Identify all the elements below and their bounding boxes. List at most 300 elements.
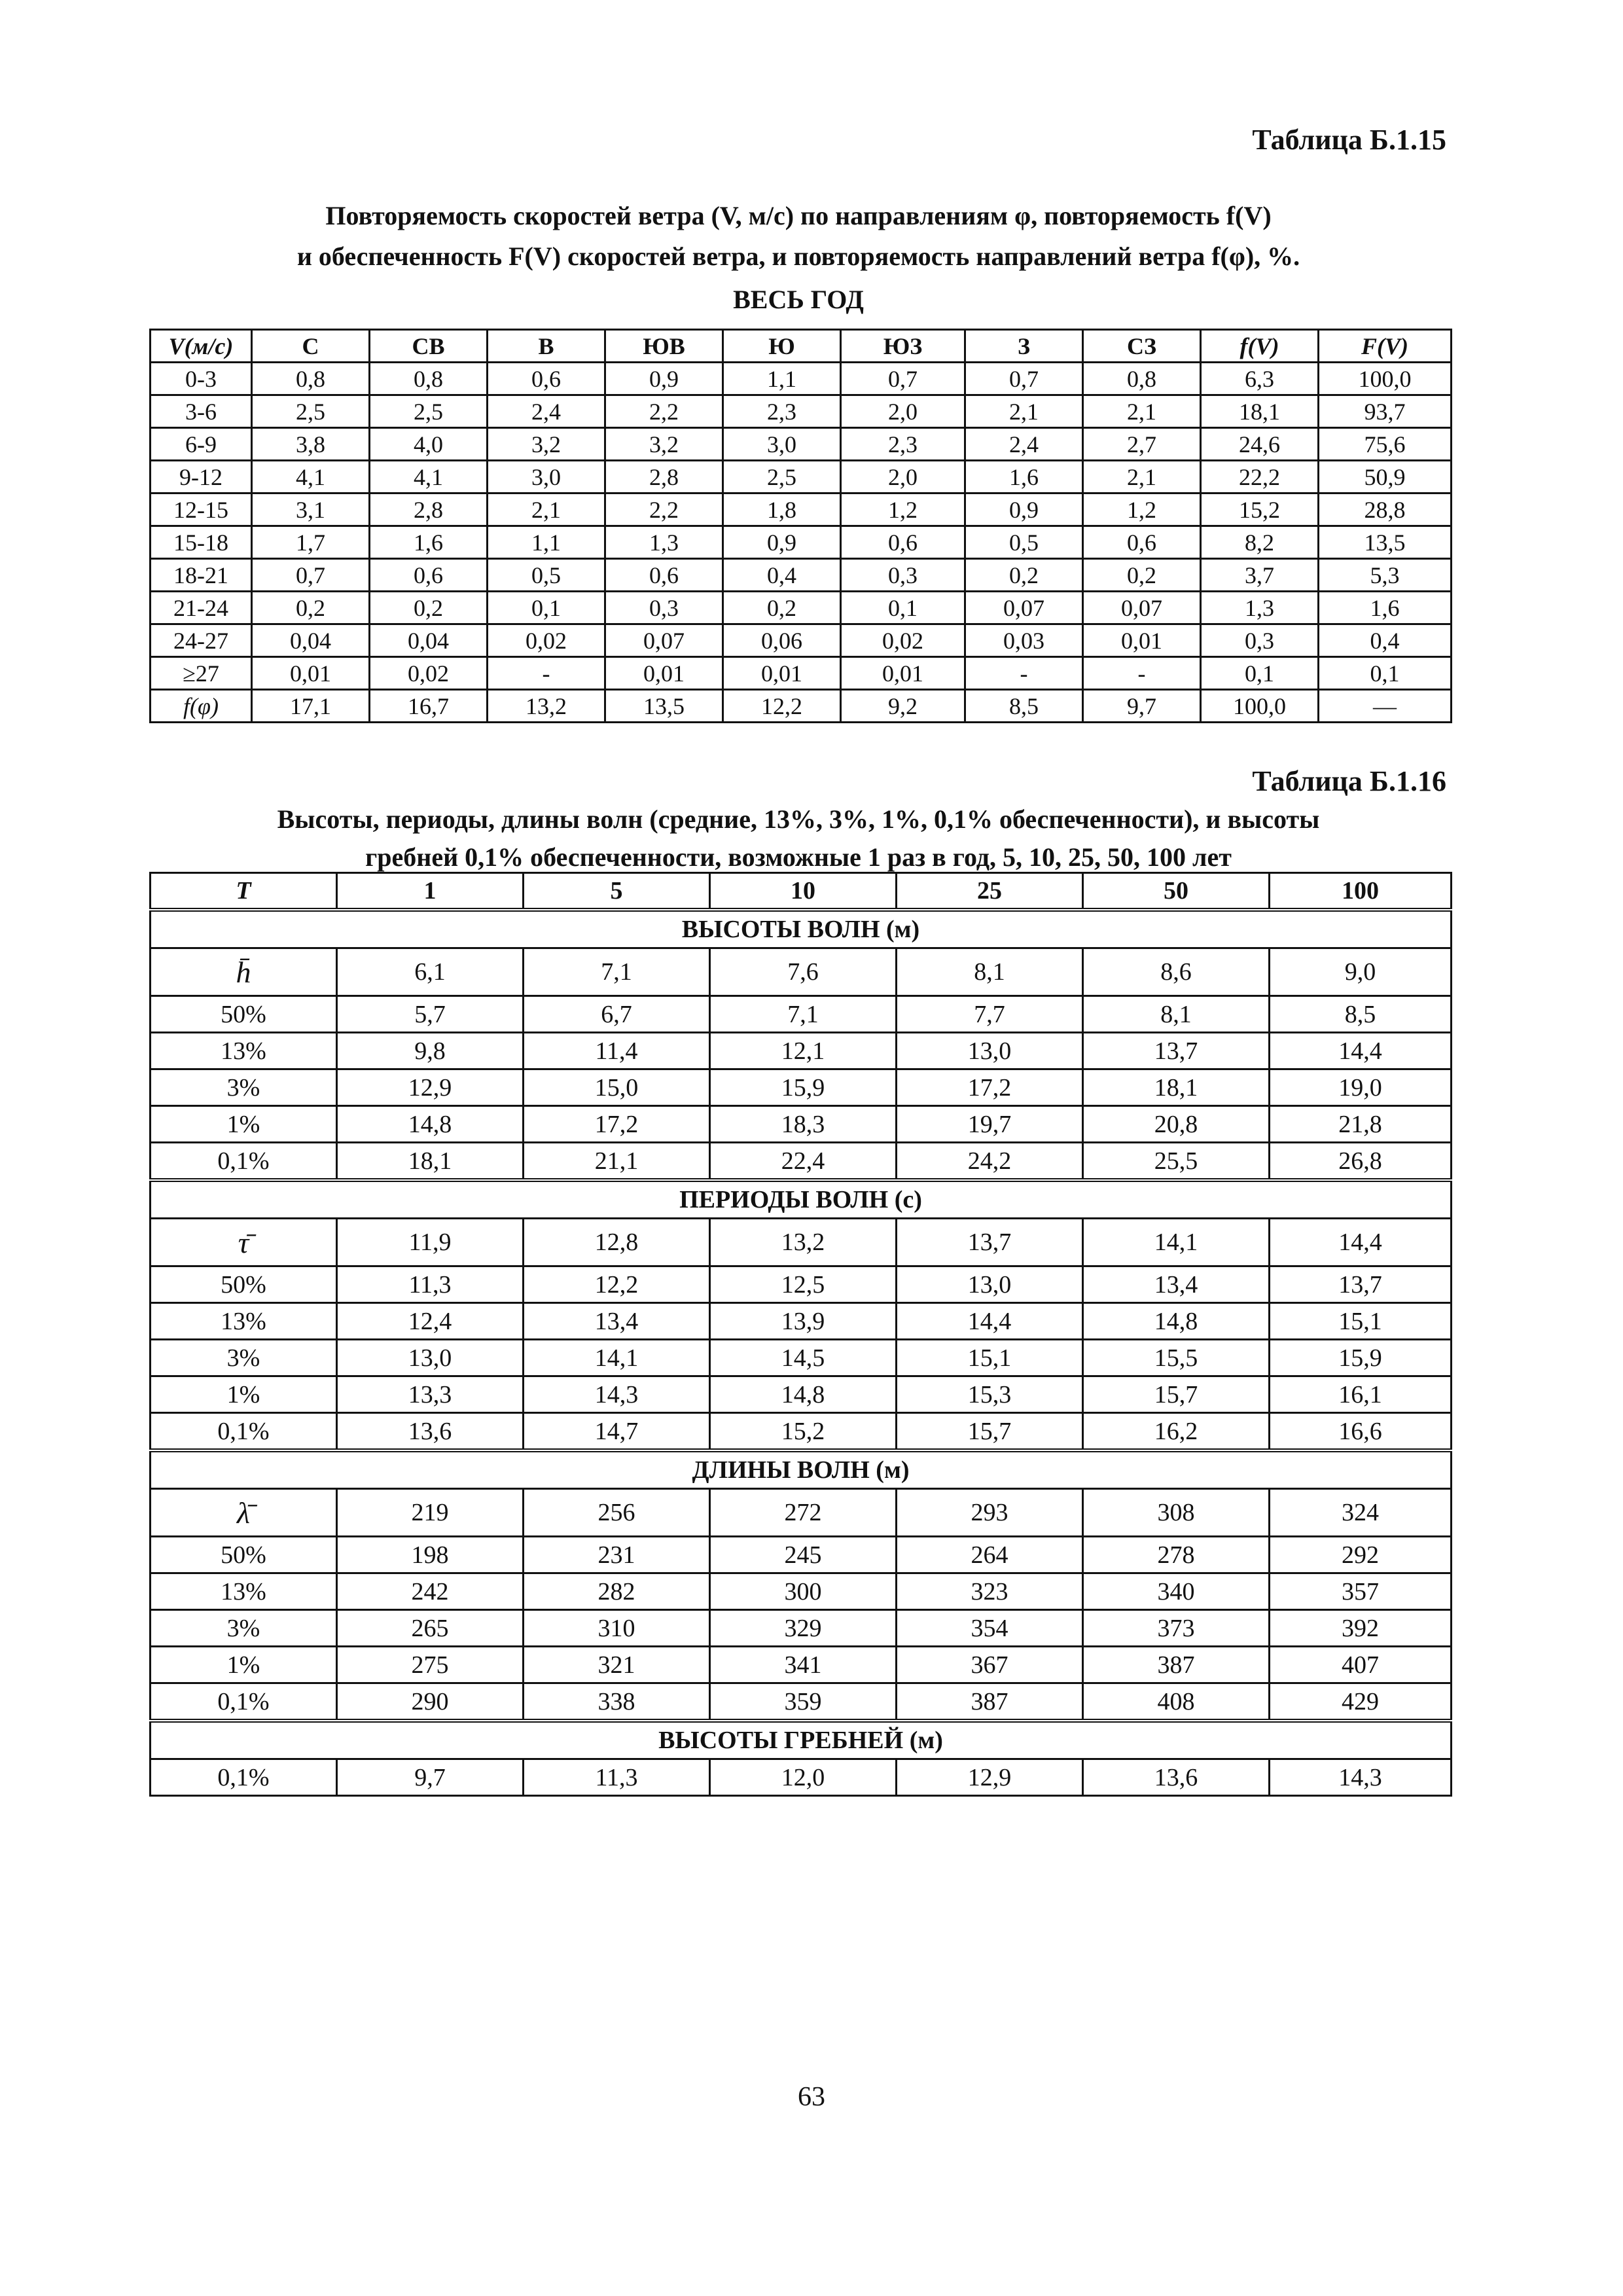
table-cell: 0,8 xyxy=(252,363,370,395)
table-cell: 13,7 xyxy=(1270,1266,1452,1303)
table-cell: 13,5 xyxy=(1319,526,1452,559)
table-cell: 8,6 xyxy=(1083,948,1270,996)
table-cell: 26,8 xyxy=(1270,1143,1452,1181)
table-cell: 359 xyxy=(710,1683,897,1721)
table-cell: 14,4 xyxy=(897,1303,1083,1340)
table-cell: 272 xyxy=(710,1489,897,1537)
table-cell: 264 xyxy=(897,1537,1083,1573)
table-cell: 12,4 xyxy=(337,1303,524,1340)
table-cell: 1,6 xyxy=(1319,592,1452,624)
table-cell: 1,7 xyxy=(252,526,370,559)
table-cell: 429 xyxy=(1270,1683,1452,1721)
table-cell: 0,1 xyxy=(1201,657,1319,690)
table-cell: 100,0 xyxy=(1201,690,1319,723)
section-title: ПЕРИОДЫ ВОЛН (с) xyxy=(151,1180,1452,1219)
table-cell: 15,2 xyxy=(1201,493,1319,526)
table-row xyxy=(151,1537,1452,1573)
table-cell: 18,1 xyxy=(337,1143,524,1181)
table-cell: 2,1 xyxy=(1083,395,1201,428)
table-row xyxy=(151,948,1452,996)
row-label-cell: h̄ xyxy=(151,948,337,996)
table-cell: 75,6 xyxy=(1319,428,1452,461)
table-cell: 12,2 xyxy=(723,690,841,723)
table-row xyxy=(151,1266,1452,1303)
row-label-cell: 3% xyxy=(151,1610,337,1647)
table-cell: 13,0 xyxy=(897,1033,1083,1069)
header-dir-e: В xyxy=(488,330,605,363)
table-cell: 2,2 xyxy=(605,395,723,428)
row-label-cell: 13% xyxy=(151,1303,337,1340)
table-row xyxy=(151,1573,1452,1610)
table-cell: 408 xyxy=(1083,1683,1270,1721)
row-label-cell: 0,1% xyxy=(151,1759,337,1796)
table-cell: 0,07 xyxy=(965,592,1083,624)
table-cell: 18,1 xyxy=(1201,395,1319,428)
row-label-cell: 3-6 xyxy=(151,395,252,428)
table-cell: 1,2 xyxy=(1083,493,1201,526)
row-label-cell: 12-15 xyxy=(151,493,252,526)
table-cell: 5,7 xyxy=(337,996,524,1033)
table-cell: - xyxy=(488,657,605,690)
table-cell: 2,5 xyxy=(723,461,841,493)
table1-label: Таблица Б.1.15 xyxy=(1252,124,1446,156)
table-cell: 50,9 xyxy=(1319,461,1452,493)
table-cell: 231 xyxy=(524,1537,710,1573)
table-row xyxy=(151,395,1452,428)
table-cell: 16,1 xyxy=(1270,1376,1452,1413)
table-cell: 275 xyxy=(337,1647,524,1683)
table-cell: 0,6 xyxy=(488,363,605,395)
table-cell: 13,0 xyxy=(337,1340,524,1376)
table-cell: 9,7 xyxy=(337,1759,524,1796)
header-year-50: 50 xyxy=(1083,873,1270,910)
table-cell: 256 xyxy=(524,1489,710,1537)
table-cell: 13,6 xyxy=(337,1413,524,1451)
table-row xyxy=(151,1340,1452,1376)
table-cell: 14,4 xyxy=(1270,1219,1452,1266)
table-cell: 0,01 xyxy=(252,657,370,690)
row-label-cell: 18-21 xyxy=(151,559,252,592)
table-cell: 2,7 xyxy=(1083,428,1201,461)
table-row xyxy=(151,1610,1452,1647)
header-dir-ne: СВ xyxy=(370,330,488,363)
table-row xyxy=(151,1683,1452,1721)
table-cell: 20,8 xyxy=(1083,1106,1270,1143)
table-cell: 14,8 xyxy=(337,1106,524,1143)
table-cell: 2,4 xyxy=(488,395,605,428)
table-row xyxy=(151,657,1452,690)
table-row xyxy=(151,1413,1452,1451)
table-cell: 0,5 xyxy=(965,526,1083,559)
table-cell: 8,5 xyxy=(965,690,1083,723)
table-row xyxy=(151,996,1452,1033)
table-cell: 329 xyxy=(710,1610,897,1647)
table-cell: 387 xyxy=(1083,1647,1270,1683)
header-year-25: 25 xyxy=(897,873,1083,910)
table-cell: 0,02 xyxy=(370,657,488,690)
table-cell: 310 xyxy=(524,1610,710,1647)
table-cell: 12,1 xyxy=(710,1033,897,1069)
table-cell: 0,01 xyxy=(723,657,841,690)
table-cell: 3,0 xyxy=(488,461,605,493)
table-cell: 11,4 xyxy=(524,1033,710,1069)
table-cell: 15,1 xyxy=(897,1340,1083,1376)
header-return-period: T xyxy=(151,873,337,910)
table-row xyxy=(151,1647,1452,1683)
row-label-cell: 50% xyxy=(151,1537,337,1573)
table-cell: 3,1 xyxy=(252,493,370,526)
row-label-cell: λ̄ xyxy=(151,1489,337,1537)
header-dir-n: С xyxy=(252,330,370,363)
table-cell: 11,3 xyxy=(524,1759,710,1796)
row-label-cell: f(φ) xyxy=(151,690,252,723)
row-label-cell: 1% xyxy=(151,1647,337,1683)
table-cell: 0,04 xyxy=(252,624,370,657)
table-cell: 93,7 xyxy=(1319,395,1452,428)
table-cell: - xyxy=(965,657,1083,690)
table-cell: 2,2 xyxy=(605,493,723,526)
section-title-row xyxy=(151,1180,1452,1219)
row-label-cell: 3% xyxy=(151,1069,337,1106)
table-cell: 21,8 xyxy=(1270,1106,1452,1143)
header-dir-sw: ЮЗ xyxy=(841,330,965,363)
table-cell: 338 xyxy=(524,1683,710,1721)
table-cell: 340 xyxy=(1083,1573,1270,1610)
table-cell: 13,2 xyxy=(710,1219,897,1266)
table-cell: 24,6 xyxy=(1201,428,1319,461)
table-cell: 3,2 xyxy=(605,428,723,461)
table-cell: 2,8 xyxy=(370,493,488,526)
table-cell: 9,7 xyxy=(1083,690,1201,723)
table-cell: 16,7 xyxy=(370,690,488,723)
table-cell: 8,1 xyxy=(897,948,1083,996)
page-number: 63 xyxy=(798,2082,825,2112)
table-cell: 0,6 xyxy=(370,559,488,592)
table-row xyxy=(151,1143,1452,1181)
table-cell: 12,9 xyxy=(897,1759,1083,1796)
table-cell: 0,2 xyxy=(1083,559,1201,592)
table-cell: 15,3 xyxy=(897,1376,1083,1413)
table-row xyxy=(151,461,1452,493)
table-cell: 4,1 xyxy=(370,461,488,493)
table-cell: 407 xyxy=(1270,1647,1452,1683)
table-row xyxy=(151,1069,1452,1106)
row-label-cell: 15-18 xyxy=(151,526,252,559)
table-cell: 387 xyxy=(897,1683,1083,1721)
table-cell: 11,9 xyxy=(337,1219,524,1266)
table-cell: 0,6 xyxy=(1083,526,1201,559)
table-cell: 6,7 xyxy=(524,996,710,1033)
row-label-cell: ≥27 xyxy=(151,657,252,690)
table-cell: 324 xyxy=(1270,1489,1452,1537)
row-label-cell: 6-9 xyxy=(151,428,252,461)
table-cell: 2,8 xyxy=(605,461,723,493)
section-title-row xyxy=(151,1450,1452,1489)
table-cell: 0,2 xyxy=(370,592,488,624)
table-cell: 13,4 xyxy=(524,1303,710,1340)
table-cell: 293 xyxy=(897,1489,1083,1537)
table-cell: 0,07 xyxy=(1083,592,1201,624)
table-cell: 13,7 xyxy=(1083,1033,1270,1069)
table-cell: 7,1 xyxy=(710,996,897,1033)
table-cell: 14,4 xyxy=(1270,1033,1452,1069)
table-cell: 18,1 xyxy=(1083,1069,1270,1106)
section-title-row xyxy=(151,910,1452,948)
table-cell: 0,02 xyxy=(841,624,965,657)
table-cell: 17,2 xyxy=(897,1069,1083,1106)
table-cell: 12,0 xyxy=(710,1759,897,1796)
wind-frequency-table xyxy=(149,329,1452,723)
table-cell: 15,5 xyxy=(1083,1340,1270,1376)
table-cell: 17,2 xyxy=(524,1106,710,1143)
table-cell: 1,1 xyxy=(488,526,605,559)
table-cell: 28,8 xyxy=(1319,493,1452,526)
table-cell: 2,5 xyxy=(252,395,370,428)
table-cell: 2,4 xyxy=(965,428,1083,461)
row-label-cell: 13% xyxy=(151,1033,337,1069)
table-row xyxy=(151,493,1452,526)
table2-caption-line1: Высоты, периоды, длины волн (средние, 13%, 3%, 1%, 0,1% обеспеченности), и высоты xyxy=(277,804,1320,834)
table-cell: 12,2 xyxy=(524,1266,710,1303)
table-cell: 14,1 xyxy=(524,1340,710,1376)
table-cell: 2,3 xyxy=(841,428,965,461)
table-cell: 354 xyxy=(897,1610,1083,1647)
table-cell: 18,3 xyxy=(710,1106,897,1143)
table-cell: 0,04 xyxy=(370,624,488,657)
table-cell: 0,9 xyxy=(723,526,841,559)
table-cell: 13,7 xyxy=(897,1219,1083,1266)
table-cell: 0,06 xyxy=(723,624,841,657)
header-dir-s: Ю xyxy=(723,330,841,363)
table-cell: 367 xyxy=(897,1647,1083,1683)
table-cell: 0,5 xyxy=(488,559,605,592)
table-cell: 2,1 xyxy=(488,493,605,526)
table-cell: 24,2 xyxy=(897,1143,1083,1181)
table-cell: 1,6 xyxy=(370,526,488,559)
table-cell: 14,3 xyxy=(1270,1759,1452,1796)
table-cell: 1,3 xyxy=(1201,592,1319,624)
table-cell: 0,1 xyxy=(841,592,965,624)
table-cell: 12,8 xyxy=(524,1219,710,1266)
table-cell: 0,4 xyxy=(723,559,841,592)
table-cell: 22,2 xyxy=(1201,461,1319,493)
table-cell: 0,01 xyxy=(1083,624,1201,657)
row-label-cell: 9-12 xyxy=(151,461,252,493)
table-cell: 22,4 xyxy=(710,1143,897,1181)
table-cell: 0,07 xyxy=(605,624,723,657)
table-cell: 300 xyxy=(710,1573,897,1610)
table-cell: 242 xyxy=(337,1573,524,1610)
table-cell: 13,3 xyxy=(337,1376,524,1413)
table-cell: 0,6 xyxy=(841,526,965,559)
table-cell: 0,01 xyxy=(605,657,723,690)
section-title-row xyxy=(151,1721,1452,1759)
table-cell: 3,2 xyxy=(488,428,605,461)
table-cell: 14,8 xyxy=(1083,1303,1270,1340)
table-row xyxy=(151,1106,1452,1143)
table-cell: 292 xyxy=(1270,1537,1452,1573)
table1-caption-line1: Повторяемость скоростей ветра (V, м/с) по направлениям φ, повторяемость f(V) xyxy=(325,201,1272,230)
section-title: ДЛИНЫ ВОЛН (м) xyxy=(151,1450,1452,1489)
table-cell: - xyxy=(1083,657,1201,690)
table-cell: 21,1 xyxy=(524,1143,710,1181)
table-cell: 8,5 xyxy=(1270,996,1452,1033)
table-cell: 2,3 xyxy=(723,395,841,428)
header-capital-fv: F(V) xyxy=(1319,330,1452,363)
table-cell: 13,4 xyxy=(1083,1266,1270,1303)
table-cell: 19,0 xyxy=(1270,1069,1452,1106)
table-cell: 1,1 xyxy=(723,363,841,395)
table-cell: — xyxy=(1319,690,1452,723)
header-dir-nw: СЗ xyxy=(1083,330,1201,363)
table-cell: 9,0 xyxy=(1270,948,1452,996)
header-year-10: 10 xyxy=(710,873,897,910)
table-row xyxy=(151,428,1452,461)
table-cell: 11,3 xyxy=(337,1266,524,1303)
table-cell: 0,3 xyxy=(605,592,723,624)
table-cell: 0,7 xyxy=(841,363,965,395)
table-row xyxy=(151,1489,1452,1537)
table1-subtitle: ВЕСЬ ГОД xyxy=(733,285,864,314)
table-row xyxy=(151,1219,1452,1266)
table-cell: 1,3 xyxy=(605,526,723,559)
table-cell: 0,2 xyxy=(252,592,370,624)
header-dir-w: З xyxy=(965,330,1083,363)
table-cell: 282 xyxy=(524,1573,710,1610)
section-title: ВЫСОТЫ ГРЕБНЕЙ (м) xyxy=(151,1721,1452,1759)
table-row xyxy=(151,363,1452,395)
table-cell: 13,5 xyxy=(605,690,723,723)
table-cell: 9,2 xyxy=(841,690,965,723)
table-cell: 290 xyxy=(337,1683,524,1721)
row-label-cell: 1% xyxy=(151,1106,337,1143)
table-cell: 6,1 xyxy=(337,948,524,996)
table-cell: 15,7 xyxy=(1083,1376,1270,1413)
table-cell: 0,03 xyxy=(965,624,1083,657)
table-cell: 373 xyxy=(1083,1610,1270,1647)
table2-header-row xyxy=(151,873,1452,910)
table-cell: 0,7 xyxy=(252,559,370,592)
table-row xyxy=(151,1303,1452,1340)
row-label-cell: 1% xyxy=(151,1376,337,1413)
table-cell: 2,0 xyxy=(841,395,965,428)
table-row xyxy=(151,1033,1452,1069)
table-row xyxy=(151,690,1452,723)
table-cell: 14,5 xyxy=(710,1340,897,1376)
row-label-cell: 0,1% xyxy=(151,1143,337,1181)
table-cell: 13,0 xyxy=(897,1266,1083,1303)
header-speed: V(м/с) xyxy=(151,330,252,363)
table-cell: 341 xyxy=(710,1647,897,1683)
table-cell: 13,9 xyxy=(710,1303,897,1340)
table-cell: 1,2 xyxy=(841,493,965,526)
section-title: ВЫСОТЫ ВОЛН (м) xyxy=(151,910,1452,948)
table-cell: 14,8 xyxy=(710,1376,897,1413)
table-cell: 0,2 xyxy=(965,559,1083,592)
table-cell: 0,9 xyxy=(605,363,723,395)
table-cell: 5,3 xyxy=(1319,559,1452,592)
table-cell: 8,1 xyxy=(1083,996,1270,1033)
row-label-cell: 24-27 xyxy=(151,624,252,657)
table-row xyxy=(151,1759,1452,1796)
table-cell: 0,3 xyxy=(1201,624,1319,657)
table-cell: 0,02 xyxy=(488,624,605,657)
row-label-cell: 13% xyxy=(151,1573,337,1610)
table-cell: 1,8 xyxy=(723,493,841,526)
table-cell: 3,0 xyxy=(723,428,841,461)
table-cell: 2,0 xyxy=(841,461,965,493)
table-cell: 0,01 xyxy=(841,657,965,690)
table-cell: 357 xyxy=(1270,1573,1452,1610)
table1-caption-line2: и обеспеченность F(V) скоростей ветра, и повторяемость направлений ветра f(φ), %. xyxy=(296,242,1300,271)
table-cell: 25,5 xyxy=(1083,1143,1270,1181)
table2-label: Таблица Б.1.16 xyxy=(1252,765,1446,797)
table-cell: 323 xyxy=(897,1573,1083,1610)
row-label-cell: τ̄ xyxy=(151,1219,337,1266)
table-cell: 0,8 xyxy=(370,363,488,395)
table-cell: 16,6 xyxy=(1270,1413,1452,1451)
table-cell: 6,3 xyxy=(1201,363,1319,395)
table-cell: 198 xyxy=(337,1537,524,1573)
table-cell: 15,9 xyxy=(710,1069,897,1106)
table-cell: 8,2 xyxy=(1201,526,1319,559)
table-cell: 278 xyxy=(1083,1537,1270,1573)
table-cell: 2,1 xyxy=(965,395,1083,428)
table-cell: 308 xyxy=(1083,1489,1270,1537)
row-label-cell: 21-24 xyxy=(151,592,252,624)
table-cell: 219 xyxy=(337,1489,524,1537)
table-cell: 7,1 xyxy=(524,948,710,996)
table-cell: 2,5 xyxy=(370,395,488,428)
table-row xyxy=(151,592,1452,624)
row-label-cell: 0-3 xyxy=(151,363,252,395)
table-cell: 0,2 xyxy=(723,592,841,624)
table-cell: 15,7 xyxy=(897,1413,1083,1451)
table-cell: 0,7 xyxy=(965,363,1083,395)
table-cell: 9,8 xyxy=(337,1033,524,1069)
table-cell: 4,1 xyxy=(252,461,370,493)
table-cell: 7,6 xyxy=(710,948,897,996)
table-cell: 15,9 xyxy=(1270,1340,1452,1376)
row-label-cell: 0,1% xyxy=(151,1683,337,1721)
table-row xyxy=(151,526,1452,559)
row-label-cell: 50% xyxy=(151,996,337,1033)
row-label-cell: 50% xyxy=(151,1266,337,1303)
table-cell: 13,6 xyxy=(1083,1759,1270,1796)
table-cell: 14,3 xyxy=(524,1376,710,1413)
table-cell: 0,1 xyxy=(1319,657,1452,690)
table-cell: 0,3 xyxy=(841,559,965,592)
table-cell: 0,9 xyxy=(965,493,1083,526)
table-cell: 2,1 xyxy=(1083,461,1201,493)
table-cell: 100,0 xyxy=(1319,363,1452,395)
header-fv: f(V) xyxy=(1201,330,1319,363)
table-row xyxy=(151,624,1452,657)
table-row xyxy=(151,1376,1452,1413)
table-cell: 15,0 xyxy=(524,1069,710,1106)
table1-header-row xyxy=(151,330,1452,363)
wave-parameters-table xyxy=(149,872,1452,1797)
table-cell: 16,2 xyxy=(1083,1413,1270,1451)
table-cell: 392 xyxy=(1270,1610,1452,1647)
table-cell: 14,7 xyxy=(524,1413,710,1451)
table-cell: 12,9 xyxy=(337,1069,524,1106)
header-year-5: 5 xyxy=(524,873,710,910)
table-cell: 3,8 xyxy=(252,428,370,461)
table-row xyxy=(151,559,1452,592)
table2-caption-line2: гребней 0,1% обеспеченности, возможные 1 раз в год, 5, 10, 25, 50, 100 лет xyxy=(365,842,1232,872)
table-cell: 3,7 xyxy=(1201,559,1319,592)
